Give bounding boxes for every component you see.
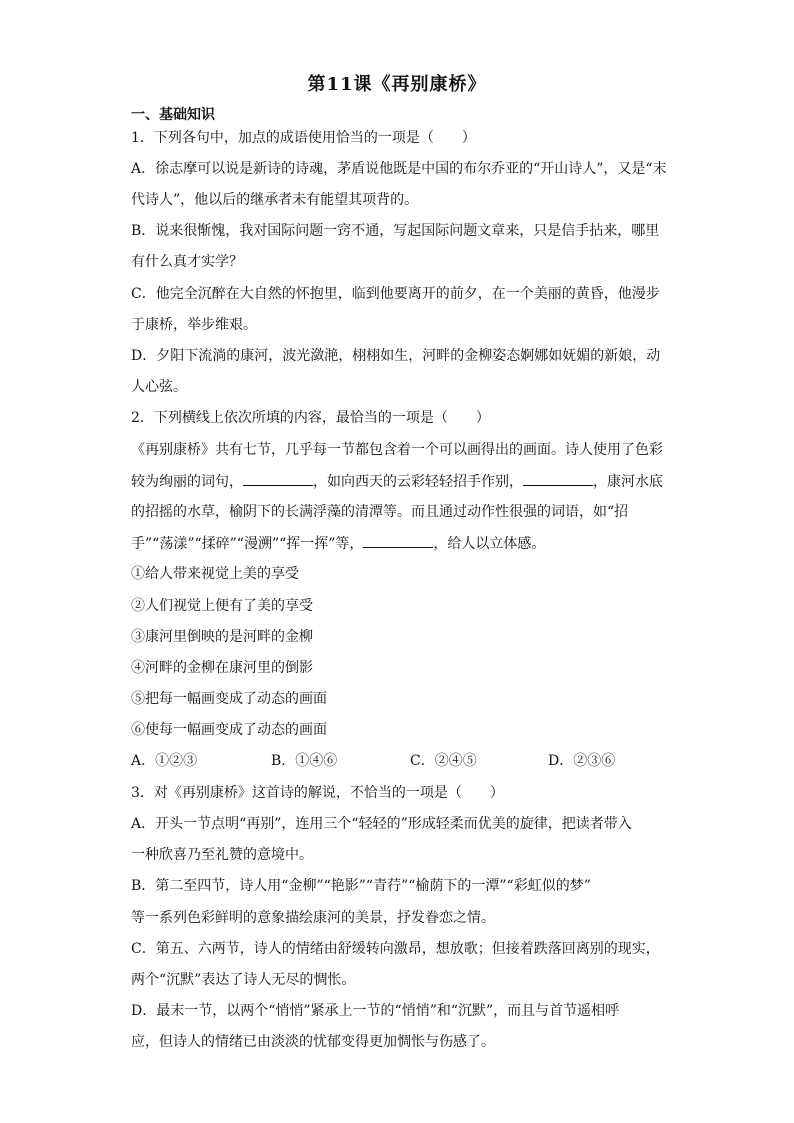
q2-option-a: A．①②③ (131, 753, 198, 769)
q3-option-c-line1: C．第五、六两节，诗人的情绪由舒缓转向激昂，想放歌；但接着跌落回离别的现实， (131, 941, 660, 957)
q2-passage-text: 手”“荡漾”“揉碎”“漫溯”“挥一挥”等， (131, 536, 364, 552)
q2-passage-line3: 的招摇的水草，榆阴下的长满浮藻的清潭等。而且通过动作性很强的词语，如“招 (131, 504, 629, 520)
q2-item: ②人们视觉上便有了美的享受 (131, 598, 313, 614)
blank-line (243, 471, 313, 486)
q3-stem: 3．对《再别康桥》这首诗的解说，不恰当的一项是（ ） (131, 785, 504, 801)
q2-item: ①给人带来视觉上美的享受 (131, 566, 299, 582)
q3-option-c-line2: 两个“沉默”表达了诗人无尽的惆怅。 (131, 972, 356, 988)
blank-line (363, 533, 433, 548)
q2-item: ⑥使每一幅画变成了动态的画面 (131, 722, 327, 738)
q1-option-a-line1: A．徐志摩可以说是新诗的诗魂，茅盾说他既是中国的布尔乔亚的“开山诗人”，又是“末 (131, 161, 667, 177)
q2-option-b: B．①④⑥ (271, 753, 338, 769)
q3-option-a-line2: 一种欣喜乃至礼赞的意境中。 (131, 847, 313, 863)
q1-option-d-line2: 人心弦。 (131, 379, 187, 395)
q2-item: ⑤把每一幅画变成了动态的画面 (131, 691, 327, 707)
q1-option-b-line1: B．说来很惭愧，我对国际问题一窍不通，写起国际问题文章来，只是信手拈来，哪里 (131, 223, 660, 239)
q3-option-b-line2: 等一系列色彩鲜明的意象描绘康河的美景，抒发眷恋之情。 (131, 910, 495, 926)
q2-option-d: D．②③⑥ (548, 753, 616, 769)
q2-passage-text: ，如向西天的云彩轻轻招手作别， (313, 474, 523, 490)
q3-option-a-line1: A．开头一节点明“再别”，连用三个“轻轻的”形成轻柔而优美的旋律，把读者带入 (131, 816, 632, 832)
q2-passage-text: ，康河水底 (593, 474, 663, 490)
q2-option-c: C．②④⑤ (410, 753, 477, 769)
page-title: 第11课《再别康桥》 (307, 74, 487, 95)
q3-option-b-line1: B．第二至四节，诗人用“金柳”“艳影”“青荇”“榆荫下的一潭”“彩虹似的梦” (131, 878, 591, 894)
section-heading: 一、基础知识 (131, 107, 215, 123)
q2-passage-line4 (131, 533, 671, 554)
q2-passage-line1: 《再别康桥》共有七节，几乎每一节都包含着一个可以画得出的画面。诗人使用了色彩 (131, 442, 663, 458)
q1-option-b-line2: 有什么真才实学？ (131, 254, 243, 270)
blank-line (523, 471, 593, 486)
q1-option-c-line2: 于康桥，举步维艰。 (131, 317, 257, 333)
q1-stem: 1．下列各句中，加点的成语使用恰当的一项是（ ） (131, 130, 476, 146)
q2-passage-text: 较为绚丽的词句， (131, 474, 243, 490)
q2-stem: 2．下列横线上依次所填的内容，最恰当的一项是（ ） (131, 410, 490, 426)
q2-item: ④河畔的金柳在康河里的倒影 (131, 660, 313, 676)
q1-option-a-line2: 代诗人”，他以后的继承者未有能望其项背的。 (131, 192, 419, 208)
q2-passage-line2 (131, 471, 671, 492)
q1-option-d-line1: D．夕阳下流淌的康河，波光潋滟，栩栩如生，河畔的金柳姿态婀娜如妩媚的新娘，动 (131, 348, 661, 364)
q3-option-d-line2: 应，但诗人的情绪已由淡淡的忧郁变得更加惆怅与伤感了。 (131, 1034, 495, 1050)
q2-passage-text: ，给人以立体感。 (433, 536, 546, 552)
q2-item: ③康河里倒映的是河畔的金柳 (131, 629, 313, 645)
q3-option-d-line1: D．最末一节，以两个“悄悄”紧承上一节的“悄悄”和“沉默”，而且与首节遥相呼 (131, 1003, 620, 1019)
q1-option-c-line1: C．他完全沉醉在大自然的怀抱里，临到他要离开的前夕，在一个美丽的黄昏，他漫步 (131, 286, 660, 302)
